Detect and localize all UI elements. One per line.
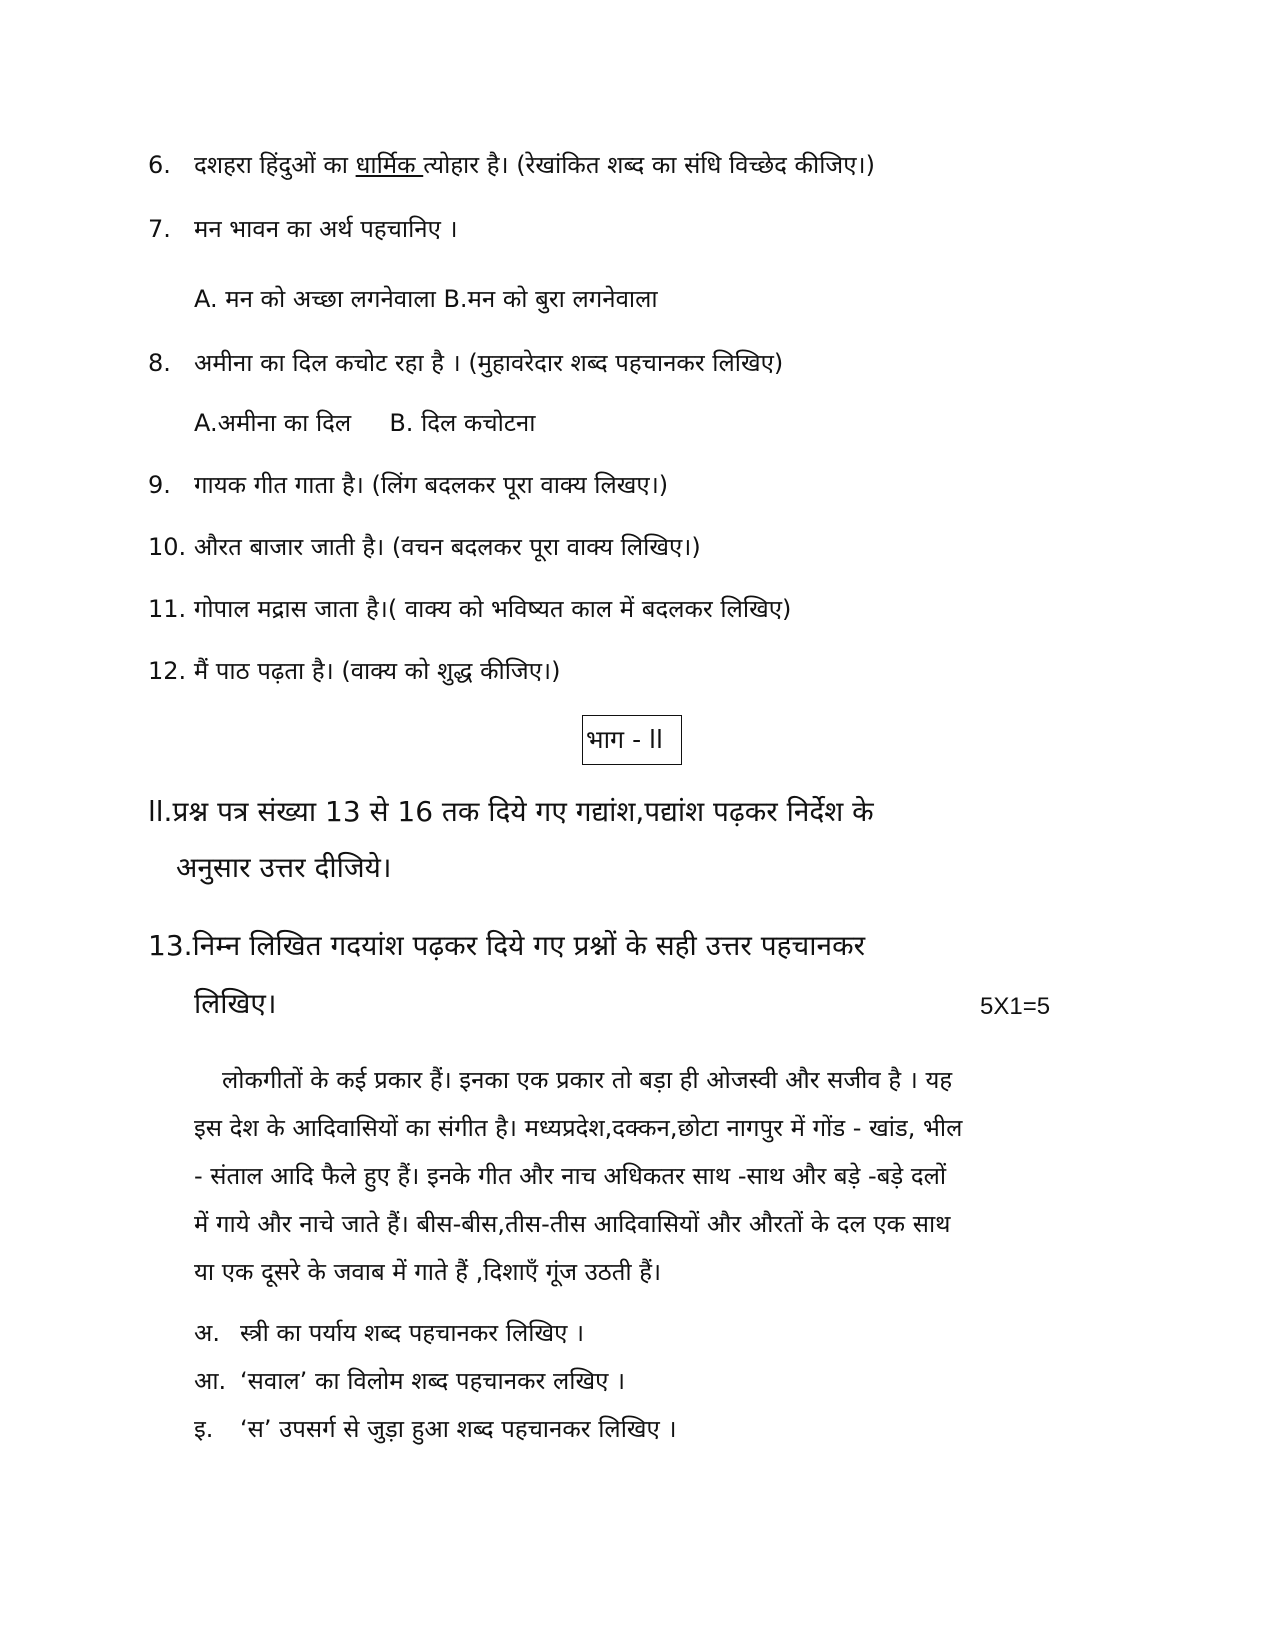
subquestion-text: ‘सवाल’ का विलोम शब्द पहचानकर लखिए । xyxy=(240,1367,626,1395)
passage-line: इस देश के आदिवासियों का संगीत है। मध्यप्रदेश,दक्कन,छोटा नागपुर में गोंड - खांड, भील xyxy=(194,1114,963,1142)
question-9 xyxy=(148,468,668,502)
question-text: मन भावन का अर्थ पहचानिए । xyxy=(194,215,458,243)
question-text: औरत बाजार जाती है। (वचन बदलकर पूरा वाक्य लिखिए।) xyxy=(193,533,701,561)
subquestion-text: ‘स’ उपसर्ग से जुड़ा हुआ शब्द पहचानकर लिखिए । xyxy=(240,1415,677,1443)
question-number: 6. xyxy=(148,151,171,179)
subquestion-label: आ. xyxy=(194,1367,227,1395)
question-8-options: A.अमीना का दिल B. दिल कचोटना xyxy=(194,409,536,437)
subquestion-i xyxy=(194,1412,677,1446)
question-number: 13. xyxy=(148,929,193,962)
passage-line: या एक दूसरे के जवाब में गाते हैं ,दिशाएँ गूंज उठती हैं। xyxy=(194,1258,662,1286)
question-text: मैं पाठ पढ़ता है। (वाक्य को शुद्ध कीजिए।) xyxy=(193,657,561,685)
subquestion-aa xyxy=(194,1364,625,1398)
marks-label: 5X1=5 xyxy=(980,993,1051,1020)
question-13-line-2: लिखिए। xyxy=(194,987,277,1020)
section-title-box: भाग - ll xyxy=(582,715,682,765)
question-13 xyxy=(148,926,865,966)
question-text: गोपाल मद्रास जाता है।( वाक्य को भविष्यत काल में बदलकर लिखिए) xyxy=(193,595,792,623)
question-text: त्योहार है। (रेखांकित शब्द का संधि विच्छेद कीजिए।) xyxy=(423,151,875,179)
question-12 xyxy=(148,654,560,688)
question-number: 11. xyxy=(148,595,187,623)
question-10 xyxy=(148,530,701,564)
passage-line: में गाये और नाचे जाते हैं। बीस-बीस,तीस-तीस आदिवासियों और औरतों के दल एक साथ xyxy=(194,1210,951,1238)
passage-line: लोकगीतों के कई प्रकार हैं। इनका एक प्रकार तो बड़ा ही ओजस्वी और सजीव है । यह xyxy=(222,1066,953,1094)
question-text: अमीना का दिल कचोट रहा है । (मुहावरेदार शब्द पहचानकर लिखिए) xyxy=(194,349,784,377)
question-number: 8. xyxy=(148,349,171,377)
question-number: 9. xyxy=(148,471,171,499)
question-7 xyxy=(148,212,458,246)
subquestion-label: अ. xyxy=(194,1319,220,1347)
section-instruction-line-1: ll.प्रश्न पत्र संख्या 13 से 16 तक दिये गए गद्यांश,पद्यांश पढ़कर निर्देश के xyxy=(148,795,874,828)
question-6 xyxy=(148,148,875,182)
question-11 xyxy=(148,592,791,626)
question-number: 10. xyxy=(148,533,187,561)
question-8 xyxy=(148,346,783,380)
passage-line: - संताल आदि फैले हुए हैं। इनके गीत और नाच अधिकतर साथ -साथ और बड़े -बड़े दलों xyxy=(194,1162,947,1190)
section-instruction-line-2: अनुसार उत्तर दीजिये। xyxy=(176,851,392,884)
question-text: निम्न लिखित गदयांश पढ़कर दिये गए प्रश्नों के सही उत्तर पहचानकर xyxy=(192,929,866,962)
question-7-options: A. मन को अच्छा लगनेवाला B.मन को बुरा लगनेवाला xyxy=(194,285,658,313)
subquestion-label: इ. xyxy=(194,1415,214,1443)
underlined-word: धार्मिक xyxy=(355,151,424,179)
question-number: 7. xyxy=(148,215,171,243)
subquestion-text: स्त्री का पर्याय शब्द पहचानकर लिखिए । xyxy=(240,1319,585,1347)
question-text: दशहरा हिंदुओं का xyxy=(194,151,356,179)
question-text: गायक गीत गाता है। (लिंग बदलकर पूरा वाक्य लिखए।) xyxy=(194,471,669,499)
subquestion-a xyxy=(194,1316,584,1350)
question-number: 12. xyxy=(148,657,187,685)
